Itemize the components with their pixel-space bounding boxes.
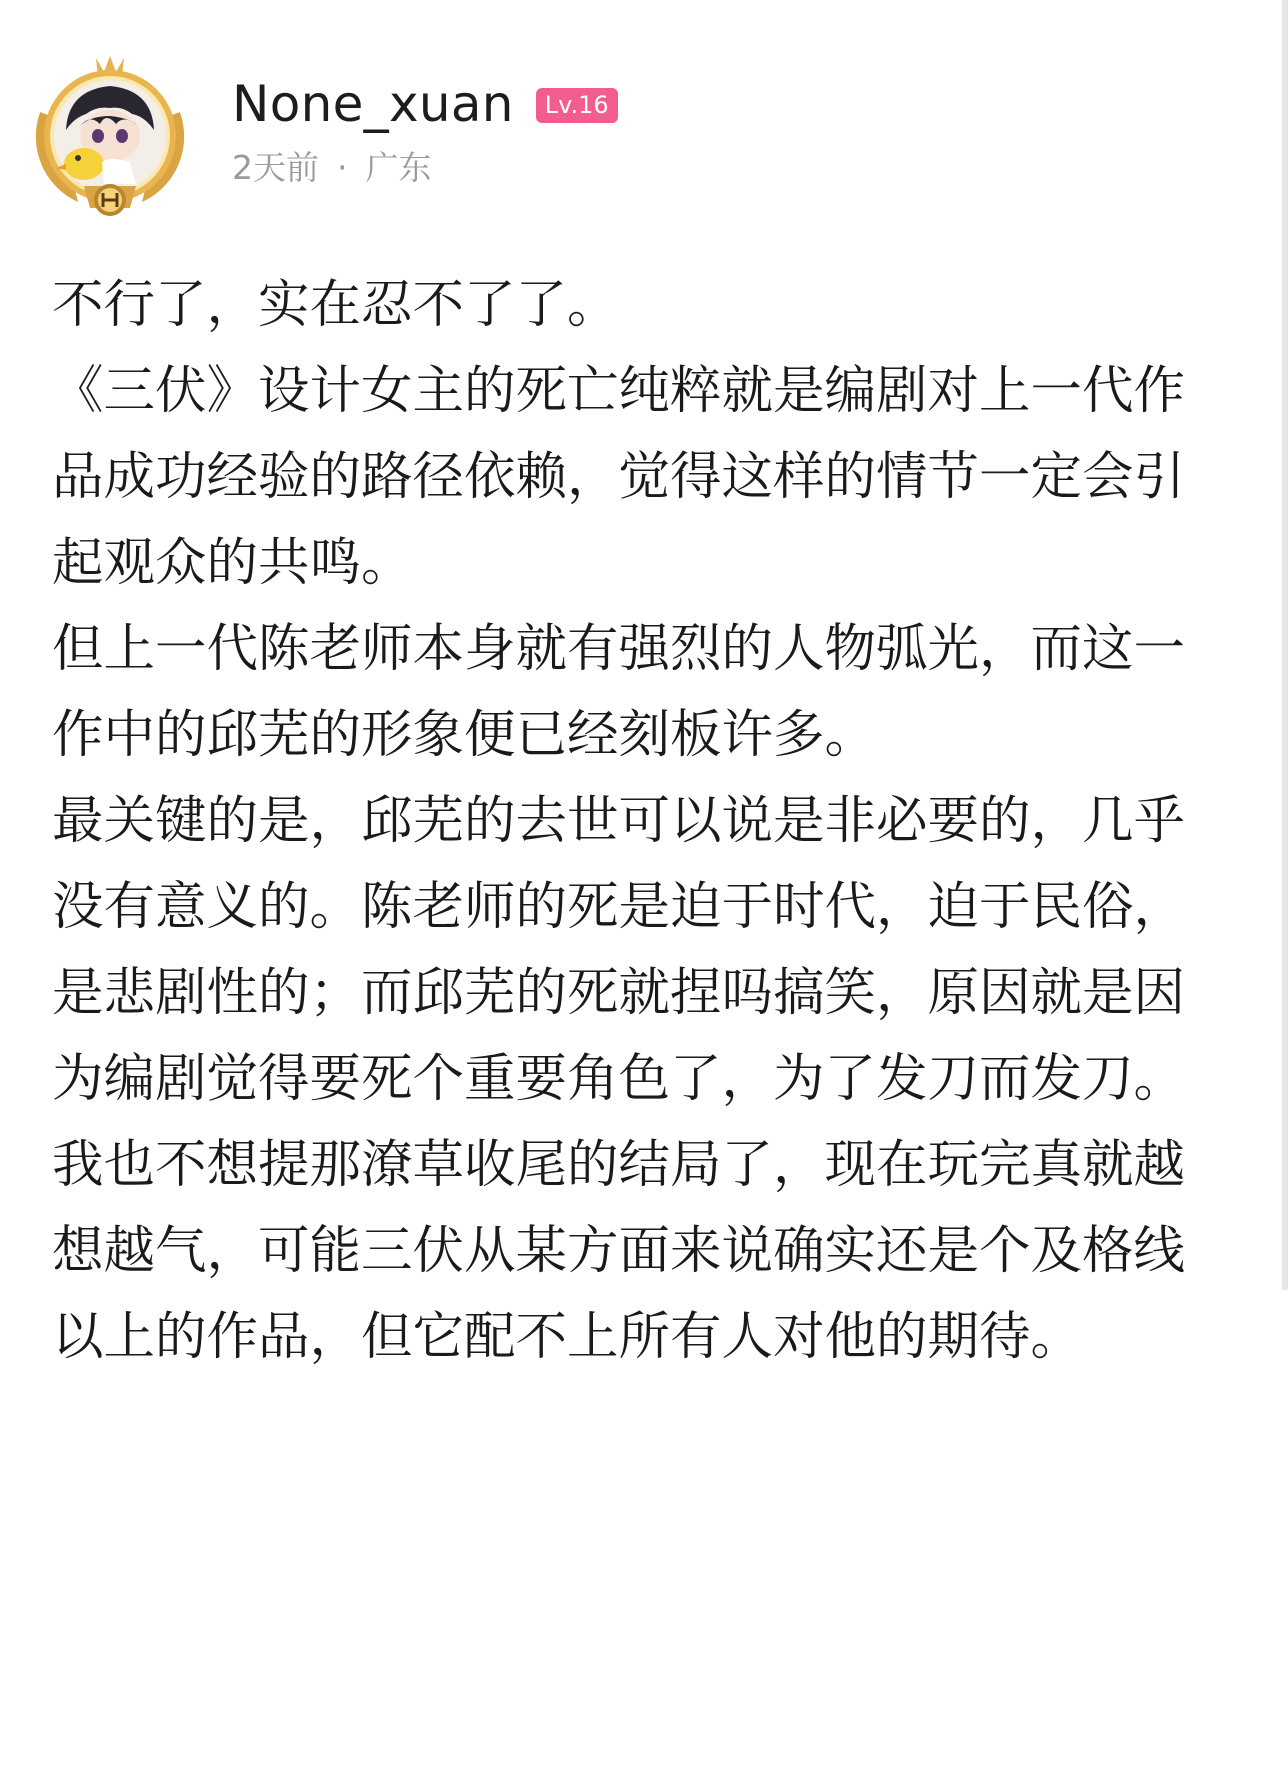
paragraph: 不行了，实在忍不了了。 xyxy=(52,275,619,335)
user-meta xyxy=(232,52,618,188)
meta-separator: · xyxy=(337,148,348,187)
avatar[interactable] xyxy=(26,52,194,216)
post-body xyxy=(52,262,1212,1380)
post-meta xyxy=(232,148,618,188)
paragraph: 但上一代陈老师本身就有强烈的人物弧光，而这一作中的邱芜的形象便已经刻板许多。 xyxy=(52,619,1186,765)
paragraph: 最关键的是，邱芜的去世可以说是非必要的，几乎没有意义的。陈老师的死是迫于时代，迫于民俗，是悲剧性的；而邱芜的死就捏吗搞笑，原因就是因为编剧觉得要死个重要角色了，为了发刀而发刀。 xyxy=(52,791,1186,1109)
name-row xyxy=(232,74,618,134)
scrollbar[interactable] xyxy=(1282,0,1288,1290)
post-location: 广东 xyxy=(365,148,432,187)
post-header xyxy=(26,52,618,216)
post-time: 2天前 xyxy=(232,148,319,187)
paragraph: 我也不想提那潦草收尾的结局了，现在玩完真就越想越气，可能三伏从某方面来说确实还是个及格线以上的作品，但它配不上所有人对他的期待。 xyxy=(52,1135,1186,1367)
paragraph: 《三伏》设计女主的死亡纯粹就是编剧对上一代作品成功经验的路径依赖，觉得这样的情节一定会引起观众的共鸣。 xyxy=(52,361,1186,593)
avatar-icon xyxy=(26,52,194,216)
username[interactable]: None_xuan xyxy=(232,75,514,133)
level-badge: Lv.16 xyxy=(536,88,618,123)
